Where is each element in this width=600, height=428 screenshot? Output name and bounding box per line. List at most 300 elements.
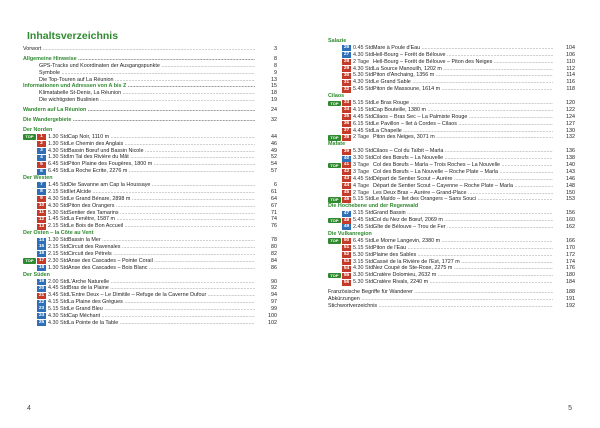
tour-number-badge: 21 [38, 292, 45, 298]
entry-page-number: 127 [553, 121, 575, 128]
entry-title: Die Hochebene und der Regenwald [328, 203, 419, 210]
toc-entry [23, 70, 277, 77]
tour-duration: 5.45 Std. [353, 217, 375, 224]
entry-page-number: 153 [553, 196, 575, 203]
entry-title: Le Morne Langevin, 2380 m ..... [373, 238, 553, 245]
tour-number-badge: 14 [38, 237, 45, 243]
entry-title: GPS-Tracks und Koordinaten der Ausgangspunkte ..... [39, 63, 255, 70]
entry-title: Gîte de Bélouve – Trou de Fer ..... [373, 224, 553, 231]
toc-section-heading [328, 38, 575, 45]
tour-number-badge: 1 [37, 134, 46, 140]
entry-title: Informationen und Adressen von A bis Z ..... [23, 83, 255, 90]
entry-page-number: 99 [255, 306, 277, 313]
toc-entry [23, 97, 277, 104]
tour-number-badge: 27 [343, 52, 350, 58]
entry-page-number: 49 [255, 148, 277, 155]
tour-duration: 2 Tage [353, 189, 370, 196]
tour-duration: 2.30 Std. [48, 257, 70, 264]
tour-duration: 5.15 Std. [48, 306, 70, 313]
tour-duration: 2.15 Std. [48, 250, 70, 257]
tour-duration: 6.15 Std. [353, 120, 375, 127]
entry-page-number: 166 [553, 238, 575, 245]
entry-title: Piton des Orangers ..... [68, 203, 255, 210]
tour-number-badge: 33 [343, 100, 350, 106]
entry-page-number: 191 [553, 296, 575, 303]
entry-page-number: 122 [553, 107, 575, 114]
tour-duration: 4 Tage [353, 182, 370, 189]
entry-title: Der Westen [23, 175, 53, 182]
tour-duration: 3 Tage [353, 168, 370, 175]
tour-duration: 4.15 Std. [48, 299, 70, 306]
toc-tour-row [328, 86, 575, 93]
toc-section-heading [23, 272, 277, 279]
tour-number-badge: 16 [38, 251, 45, 257]
tour-duration: 1.45 Std. [48, 216, 70, 223]
tour-number-badge: 53 [343, 258, 350, 264]
tour-number-badge: 6 [37, 169, 46, 175]
entry-page-number: 138 [553, 155, 575, 162]
toc-tour-row [328, 279, 575, 286]
entry-page-number: 162 [553, 224, 575, 231]
toc-tour-row [23, 154, 277, 161]
tour-number-badge: 36 [343, 121, 350, 127]
tour-duration: 2 Tage [353, 58, 370, 65]
tour-number-badge: 51 [343, 245, 350, 251]
toc-tour-row [328, 245, 575, 252]
tour-duration: 3.15 Std. [353, 210, 375, 217]
entry-title: Grand Bassin ..... [373, 210, 553, 217]
entry-page-number: 110 [553, 59, 575, 66]
entry-page-number: 156 [553, 210, 575, 217]
entry-page-number: 116 [553, 79, 575, 86]
tour-duration: 3.15 Std. [353, 258, 375, 265]
entry-title: L'Entre Deux – Le Dimitile – Refuge de la Caverne Dufour ..... [68, 292, 255, 299]
toc-entry [23, 117, 277, 124]
tour-number-badge: 45 [343, 189, 350, 195]
entry-title: Le Maïdo – Îlet des Orangers – Sans Souci ..... [373, 196, 553, 203]
toc-tour-row [328, 162, 575, 169]
entry-page-number: 86 [255, 265, 277, 272]
entry-page-number: 118 [553, 86, 575, 93]
toc-section-heading [328, 231, 575, 238]
tour-duration: 4.45 Std. [353, 127, 375, 134]
toc-entry [23, 56, 277, 63]
tour-number-badge: 22 [38, 299, 45, 305]
toc-tour-row [23, 251, 277, 258]
tour-number-badge: 7 [37, 182, 46, 188]
tour-duration: 1.30 Std. [48, 154, 70, 161]
toc-section-heading [23, 230, 277, 237]
entry-page-number: 146 [553, 176, 575, 183]
entry-page-number: 57 [255, 168, 277, 175]
entry-page-number: 90 [255, 279, 277, 286]
entry-page-number: 176 [553, 265, 575, 272]
entry-title: Le Chemin des Anglais ..... [68, 141, 255, 148]
toc-tour-row [23, 216, 277, 223]
tour-number-badge: 28 [343, 59, 350, 65]
toc-tour-row [328, 52, 575, 59]
entry-title: Le Bras Rouge ..... [373, 100, 553, 107]
toc-tour-row [23, 299, 277, 306]
top-tour-badge: TOP [23, 134, 36, 140]
entry-page-number: 71 [255, 210, 277, 217]
entry-title: Îlet Alcide ..... [68, 189, 255, 196]
tour-duration: 5.30 Std. [353, 72, 375, 79]
tour-duration: 4.30 Std. [48, 312, 70, 319]
toc-entry [23, 107, 277, 114]
entry-title: Col du Nez de Bœuf, 2069 m ..... [373, 217, 553, 224]
right-page [300, 0, 600, 428]
toc-tour-row [23, 279, 277, 286]
entry-page-number: 132 [553, 134, 575, 141]
toc-tour-row [23, 141, 277, 148]
tour-duration: 4.15 Std. [353, 106, 375, 113]
entry-title: La Plaine des Grègues ..... [68, 299, 255, 306]
entry-title: Die Top-Touren auf La Réunion ..... [39, 77, 255, 84]
tour-duration: 6.45 Std. [48, 161, 70, 168]
tour-number-badge: 11 [38, 209, 45, 215]
tour-number-badge: 2 [37, 141, 46, 147]
entry-title: La Roche Écrite, 2276 m ..... [68, 168, 255, 175]
toc-entry [23, 77, 277, 84]
tour-number-badge: 30 [343, 72, 350, 78]
entry-page-number: 32 [255, 117, 277, 124]
toc-tour-row [328, 100, 575, 107]
top-tour-badge: TOP [328, 218, 341, 224]
entry-title: Anse des Cascades – Pointe Corail ..... [68, 258, 255, 265]
toc-tour-row [328, 196, 575, 203]
entry-title: Bassin Bœuf und Bassin Nicole ..... [68, 148, 255, 155]
entry-title: Cap Bouteille, 1380 m ..... [373, 107, 553, 114]
page-number-right: 5 [568, 405, 572, 412]
tour-number-badge: 25 [38, 320, 45, 326]
tour-number-badge: 8 [37, 189, 46, 195]
entry-title: La Chapelle ..... [373, 128, 553, 135]
tour-number-badge: 42 [343, 169, 350, 175]
toc-tour-row [328, 272, 575, 279]
entry-page-number: 143 [553, 169, 575, 176]
entry-title: Cilaos [328, 93, 345, 100]
toc-tour-row [328, 72, 575, 79]
tour-duration: 1.30 Std. [48, 140, 70, 147]
toc-tour-row [328, 155, 575, 162]
entry-title: Départ de Sentier Scout – Cayenne – Roche Plate – Marla ..... [373, 183, 553, 190]
entry-title: Mare à Poule d'Eau ..... [373, 45, 553, 52]
entry-title: Bras de la Plaine ..... [68, 285, 255, 292]
tour-number-badge: 4 [37, 155, 46, 161]
entry-page-number: 180 [553, 272, 575, 279]
toc-tour-row [328, 134, 575, 141]
entry-page-number: 140 [553, 162, 575, 169]
tour-duration: 3.45 Std. [48, 292, 70, 299]
entry-title: Im Tal des Rivière du Mât ..... [68, 154, 255, 161]
entry-title: Le Grand Bleu ..... [68, 306, 255, 313]
entry-page-number: 188 [553, 289, 575, 296]
entry-title: Abkürzungen ..... [328, 296, 553, 303]
toc-tour-row [23, 148, 277, 155]
tour-number-badge: 40 [343, 155, 350, 161]
top-tour-badge: TOP [23, 258, 36, 264]
entry-page-number: 84 [255, 258, 277, 265]
entry-page-number: 15 [255, 83, 277, 90]
tour-duration: 3.30 Std. [353, 155, 375, 162]
toc-tour-row [328, 265, 575, 272]
tour-number-badge: 3 [37, 148, 46, 154]
entry-title: Allgemeine Hinweise ..... [23, 56, 255, 63]
toc-tour-row [328, 79, 575, 86]
tour-number-badge: 52 [343, 252, 350, 257]
entry-page-number: 192 [553, 303, 575, 310]
tour-number-badge: 44 [343, 183, 350, 189]
tour-number-badge: 35 [343, 114, 350, 120]
entry-title: Piton d'Anchaing, 1356 m ..... [373, 72, 553, 79]
tour-number-badge: 55 [343, 272, 350, 278]
entry-title: L'Arche Naturelle ..... [68, 279, 255, 286]
entry-page-number: 8 [255, 56, 277, 63]
tour-duration: 4.30 Std. [353, 79, 375, 86]
tour-duration: 5.45 Std. [353, 86, 375, 93]
toc-entry [23, 83, 277, 90]
entry-page-number: 174 [553, 259, 575, 266]
tour-duration: 4.30 Std. [48, 195, 70, 202]
entry-title: Le Bois de Bon Accueil ..... [68, 223, 255, 230]
top-tour-badge: TOP [328, 163, 341, 169]
tour-number-badge: 10 [38, 203, 45, 209]
tour-duration: 4.30 Std. [353, 265, 375, 272]
entry-page-number: 61 [255, 189, 277, 196]
entry-page-number: 80 [255, 244, 277, 251]
tour-number-badge: 49 [343, 224, 350, 230]
entry-page-number: 54 [255, 161, 277, 168]
entry-page-number: 170 [553, 245, 575, 252]
toc-tour-row [23, 134, 277, 141]
entry-page-number: 76 [255, 223, 277, 230]
tour-number-badge: 47 [343, 210, 350, 216]
tour-duration: 1.30 Std. [48, 237, 70, 244]
tour-duration: 5.30 Std. [48, 209, 70, 216]
entry-title: Circuit des Pétrels ..... [68, 251, 255, 258]
entry-page-number: 136 [553, 148, 575, 155]
entry-title: Nez Coupé de Ste-Rose, 2275 m ..... [373, 265, 553, 272]
tour-number-badge: 15 [38, 244, 45, 250]
entry-title: La Source Manouilh, 1202 m ..... [373, 66, 553, 73]
tour-number-badge: 41 [343, 162, 350, 168]
entry-title: Die Wandergebiete ..... [23, 117, 255, 124]
entry-title: Circuit des Ravenales ..... [68, 244, 255, 251]
entry-page-number: 44 [255, 134, 277, 141]
tour-number-badge: 20 [38, 285, 45, 291]
entry-title: Cassé de la Rivière de l'Est, 1727 m ..... [373, 259, 553, 266]
entry-title: Symbole ..... [39, 70, 255, 77]
entry-title: Plaine des Sables ..... [373, 252, 553, 259]
tour-number-badge: 38 [343, 134, 350, 140]
tour-number-badge: 34 [343, 107, 350, 113]
top-tour-badge: TOP [328, 101, 341, 107]
tour-duration: 2.15 Std. [48, 223, 70, 230]
entry-title: Bassin la Mer ..... [68, 237, 255, 244]
entry-page-number: 6 [255, 182, 277, 189]
tour-number-badge: 9 [37, 196, 46, 202]
entry-page-number: 150 [553, 190, 575, 197]
toc-tour-row [23, 196, 277, 203]
tour-duration: 5.15 Std. [353, 100, 375, 107]
entry-title: Col des Bœufs – La Nouvelle ..... [373, 155, 553, 162]
tour-number-badge: 31 [343, 79, 350, 85]
tour-number-badge: 46 [343, 196, 350, 202]
entry-title: La Fenêtre, 1587 m ..... [68, 216, 255, 223]
tour-number-badge: 23 [38, 306, 45, 312]
tour-duration: 2.15 Std. [48, 244, 70, 251]
tour-duration: 4.45 Std. [353, 175, 375, 182]
entry-page-number: 106 [553, 52, 575, 59]
tour-duration: 5.30 Std. [353, 251, 375, 258]
toc-tour-row [328, 59, 575, 66]
toc-tour-row [328, 224, 575, 231]
entry-page-number: 114 [553, 72, 575, 79]
toc-tour-row [328, 238, 575, 245]
entry-title: Die Vulkanregion [328, 230, 372, 237]
entry-title: Sentier des Tamarins ..... [68, 210, 255, 217]
entry-page-number: 64 [255, 196, 277, 203]
entry-page-number: 94 [255, 292, 277, 299]
toc-tour-row [23, 168, 277, 175]
tour-number-badge: 54 [343, 265, 350, 271]
entry-page-number: 74 [255, 216, 277, 223]
toc-section-heading [328, 93, 575, 100]
toc-entry [328, 289, 575, 296]
tour-duration: 2.15 Std. [48, 188, 70, 195]
entry-page-number: 120 [553, 100, 575, 107]
tour-number-badge: 37 [343, 127, 350, 133]
toc-tour-row [328, 66, 575, 73]
entry-title: Les Deux Bras – Aurère – Grand-Place ..... [373, 190, 553, 197]
tour-duration: 5.30 Std. [353, 279, 375, 286]
entry-title: Cratère Dolomieu, 2632 m ..... [373, 272, 553, 279]
toc-tour-row [328, 183, 575, 190]
page-number-left: 4 [27, 405, 31, 412]
tour-duration: 1.30 Std. [48, 264, 70, 271]
tour-duration: 2.45 Std. [353, 224, 375, 231]
tour-duration: 6.45 Std. [353, 237, 375, 244]
toc-section-heading [328, 203, 575, 210]
toc-tour-row [23, 320, 277, 327]
toc-tour-row [23, 161, 277, 168]
entry-page-number: 13 [255, 77, 277, 84]
entry-page-number: 3 [255, 46, 277, 53]
toc-tour-row [23, 285, 277, 292]
tour-number-badge: 56 [343, 279, 350, 285]
entry-title: Col des Bœufs – Marla – Trois Roches – La Nouvelle ..... [373, 162, 553, 169]
entry-title: Anse des Cascades – Bois Blanc ..... [68, 265, 255, 272]
toc-tour-row [23, 292, 277, 299]
toc-tour-row [23, 189, 277, 196]
tour-duration: 2.00 Std. [48, 278, 70, 285]
entry-page-number: 172 [553, 252, 575, 259]
top-tour-badge: TOP [328, 197, 341, 203]
tour-number-badge: 43 [343, 176, 350, 182]
entry-page-number: 8 [255, 63, 277, 70]
tour-number-badge: 29 [343, 65, 350, 71]
toc-tour-row [328, 114, 575, 121]
toc-entry [23, 90, 277, 97]
entry-title: Cratère Rivals, 2240 m ..... [373, 279, 553, 286]
top-tour-badge: TOP [328, 238, 341, 244]
entry-page-number: 130 [553, 128, 575, 135]
entry-title: Der Osten – la Côte au Vent [23, 230, 94, 237]
tour-duration: 1.30 Std. [48, 133, 70, 140]
entry-title: Cap Noir, 1110 m ..... [68, 134, 255, 141]
toc-tour-row [23, 306, 277, 313]
top-tour-badge: TOP [328, 135, 341, 141]
toc-section-heading [23, 175, 277, 182]
entry-title: Col des Bœufs – La Nouvelle – Roche Plate – Marla ..... [373, 169, 553, 176]
toc-tour-row [328, 210, 575, 217]
entry-page-number: 46 [255, 141, 277, 148]
entry-title: Hell-Bourg – Forêt de Bélouve – Piton des Neiges ..... [373, 59, 553, 66]
entry-title: Die Savanne am Cap la Houssaye ..... [68, 182, 255, 189]
toc-tour-row [328, 217, 575, 224]
entry-title: Le Pavillon – Îlet à Cordes – Cilaos ..... [373, 121, 553, 128]
entry-title: Vorwort ..... [23, 46, 255, 53]
entry-title: Klimatabelle St-Denis, La Réunion ..... [39, 90, 255, 97]
toc-tour-row [328, 252, 575, 259]
tour-duration: 1.45 Std. [48, 182, 70, 189]
entry-page-number: 92 [255, 285, 277, 292]
entry-page-number: 184 [553, 279, 575, 286]
entry-title: Die wichtigsten Buslinien ..... [39, 97, 255, 104]
toc-tour-row [23, 237, 277, 244]
toc-tour-row [23, 244, 277, 251]
entry-title: Cilaos – Col du Taïbit – Marla ..... [373, 148, 553, 155]
toc-tour-row [23, 265, 277, 272]
tour-duration: 3.30 Std. [353, 272, 375, 279]
entry-page-number: 18 [255, 90, 277, 97]
toc-section-heading [328, 141, 575, 148]
entry-page-number: 112 [553, 66, 575, 73]
toc-tour-row [23, 210, 277, 217]
entry-title: Mafate [328, 141, 346, 148]
entry-title: Hell-Bourg – Forêt de Bélouve ..... [373, 52, 553, 59]
entry-title: Piton de l'Eau ..... [373, 245, 553, 252]
entry-page-number: 100 [255, 313, 277, 320]
toc-tour-row [328, 176, 575, 183]
toc-tour-row [23, 258, 277, 265]
toc-list-left [23, 46, 277, 327]
tour-duration: 4.45 Std. [353, 113, 375, 120]
toc-list-right [328, 38, 575, 310]
tour-duration: 4.30 Std. [353, 51, 375, 58]
tour-duration: 5.15 Std. [353, 244, 375, 251]
entry-page-number: 160 [553, 217, 575, 224]
toc-entry [328, 303, 575, 310]
entry-page-number: 52 [255, 154, 277, 161]
top-tour-badge: TOP [328, 273, 341, 279]
tour-duration: 2 Tage [353, 134, 370, 141]
tour-number-badge: 13 [38, 223, 45, 229]
entry-page-number: 102 [255, 320, 277, 327]
toc-tour-row [328, 107, 575, 114]
tour-duration: 4.30 Std. [353, 65, 375, 72]
toc-tour-row [328, 148, 575, 155]
tour-duration: 6.45 Std. [48, 168, 70, 175]
entry-title: Le Grand Bénare, 2898 m ..... [68, 196, 255, 203]
entry-title: Départ de Sentier Scout – Aurère ..... [373, 176, 553, 183]
entry-page-number: 24 [255, 107, 277, 114]
entry-title: Piton Plaine des Fougères, 1800 m ..... [68, 161, 255, 168]
entry-page-number: 67 [255, 203, 277, 210]
tour-duration: 4.30 Std. [48, 319, 70, 326]
entry-title: Cilaos – Bras Sec – La Palmiste Rouge ..... [373, 114, 553, 121]
